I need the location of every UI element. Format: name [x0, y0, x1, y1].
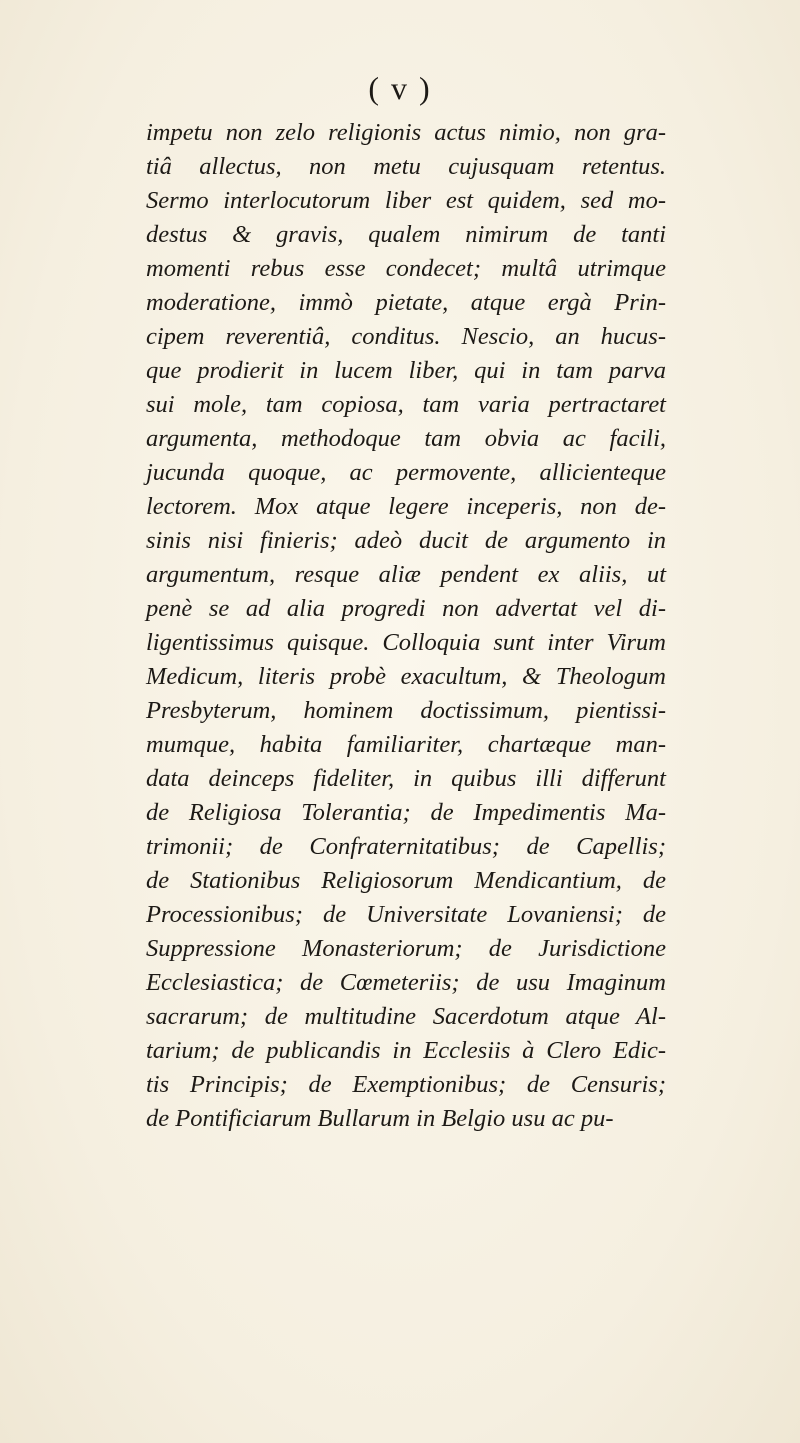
text-line: momenti rebus esse condecet; multâ utrimque — [146, 255, 666, 282]
text-line: argumentum, resque aliæ pendent ex aliis, ut — [146, 561, 666, 588]
text-line: impetu non zelo religionis actus nimio, non gra- — [146, 119, 666, 146]
text-line: tiâ allectus, non metu cujusquam retentus. — [146, 153, 666, 180]
text-line: mumque, habita familiariter, chartæque man- — [146, 731, 666, 758]
text-line: tarium; de publicandis in Ecclesiis à Clero Edic- — [146, 1037, 666, 1064]
text-line: Processionibus; de Universitate Lovaniensi; de — [146, 901, 666, 928]
text-line: cipem reverentiâ, conditus. Nescio, an hucus- — [146, 323, 666, 350]
text-line: lectorem. Mox atque legere inceperis, non de- — [146, 493, 666, 520]
text-line: de Stationibus Religiosorum Mendicantium, de — [146, 867, 666, 894]
text-line: tis Principis; de Exemptionibus; de Censuris; — [146, 1071, 666, 1098]
text-line: moderatione, immò pietate, atque ergà Prin- — [146, 289, 666, 316]
text-line: sui mole, tam copiosa, tam varia pertractaret — [146, 391, 666, 418]
text-line: Ecclesiastica; de Cœmeteriis; de usu Imaginum — [146, 969, 666, 996]
text-line: de Pontificiarum Bullarum in Belgio usu ac pu- — [146, 1105, 614, 1132]
text-line: Medicum, literis probè exacultum, & Theologum — [146, 663, 666, 690]
text-line: argumenta, methodoque tam obvia ac facili, — [146, 425, 666, 452]
text-line: de Religiosa Tolerantia; de Impedimentis Ma- — [146, 799, 666, 826]
text-line: sinis nisi finieris; adeò ducit de argumento in — [146, 527, 666, 554]
text-line: Presbyterum, hominem doctissimum, pientissi- — [146, 697, 666, 724]
text-line: destus & gravis, qualem nimirum de tanti — [146, 221, 666, 248]
text-line: sacrarum; de multitudine Sacerdotum atque Al- — [146, 1003, 666, 1030]
text-line: Sermo interlocutorum liber est quidem, sed mo- — [146, 187, 666, 214]
page-number: ( v ) — [368, 70, 432, 106]
text-line: jucunda quoque, ac permovente, allicienteque — [146, 459, 666, 486]
text-line: trimonii; de Confraternitatibus; de Capellis; — [146, 833, 666, 860]
text-line: Suppressione Monasteriorum; de Jurisdictione — [146, 935, 666, 962]
text-line: penè se ad alia progredi non advertat vel di- — [146, 595, 666, 622]
body-text — [146, 116, 666, 1136]
text-line: que prodierit in lucem liber, qui in tam parva — [146, 357, 666, 384]
text-line: ligentissimus quisque. Colloquia sunt inter Virum — [146, 629, 666, 656]
text-line: data deinceps fideliter, in quibus illi differunt — [146, 765, 666, 792]
